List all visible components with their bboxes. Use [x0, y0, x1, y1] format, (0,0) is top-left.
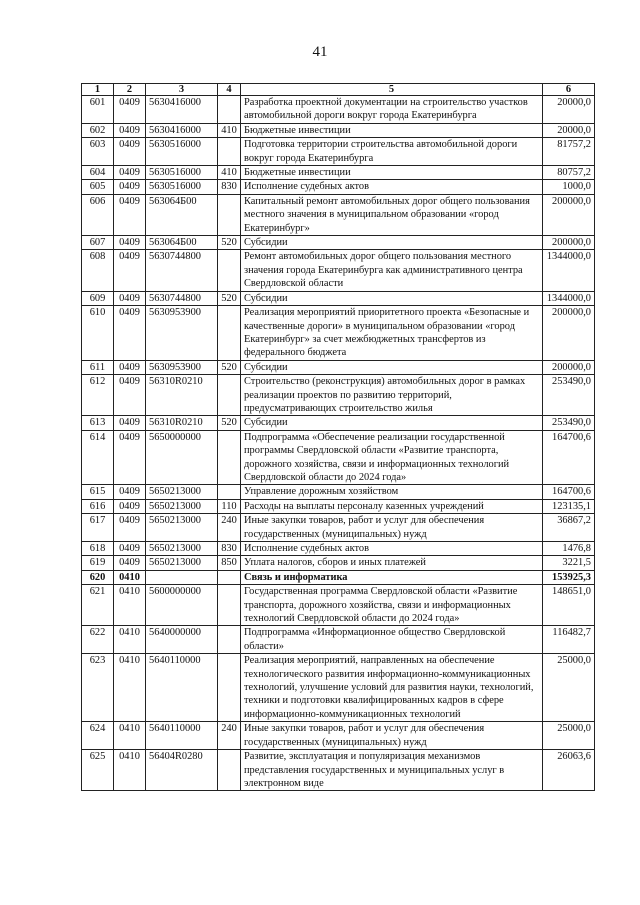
table-row — [82, 750, 595, 791]
row-number: 616 — [82, 499, 114, 513]
amount: 25000,0 — [543, 722, 595, 750]
section-code: 0409 — [114, 194, 146, 235]
amount: 148651,0 — [543, 585, 595, 626]
table-header-row — [82, 84, 595, 96]
row-number: 610 — [82, 306, 114, 361]
section-code: 0409 — [114, 556, 146, 570]
table-row — [82, 96, 595, 124]
amount: 200000,0 — [543, 306, 595, 361]
section-code: 0409 — [114, 291, 146, 305]
target-article-code: 5640110000 — [146, 722, 218, 750]
row-number: 621 — [82, 585, 114, 626]
table-row — [82, 291, 595, 305]
amount: 200000,0 — [543, 236, 595, 250]
section-code: 0409 — [114, 542, 146, 556]
section-code: 0409 — [114, 123, 146, 137]
target-article-code: 5630516000 — [146, 138, 218, 166]
expense-type-code: 830 — [218, 542, 241, 556]
table-row — [82, 138, 595, 166]
item-name: Капитальный ремонт автомобильных дорог общего пользования местного значения в муниципальном образовании «город Екатеринбург» — [241, 194, 543, 235]
item-name: Связь и информатика — [241, 570, 543, 584]
item-name: Строительство (реконструкция) автомобильных дорог в рамках реализации проектов по развитию территорий, предусматривающих строительство жилья — [241, 375, 543, 416]
row-number: 607 — [82, 236, 114, 250]
amount: 200000,0 — [543, 360, 595, 374]
expense-type-code: 520 — [218, 416, 241, 430]
budget-table — [81, 83, 595, 791]
expense-type-code: 240 — [218, 514, 241, 542]
table-row — [82, 360, 595, 374]
expense-type-code: 520 — [218, 236, 241, 250]
section-code: 0410 — [114, 626, 146, 654]
target-article-code: 5650213000 — [146, 485, 218, 499]
row-number: 601 — [82, 96, 114, 124]
item-name: Подпрограмма «Обеспечение реализации государственной программы Свердловской области «Развитие транспорта, дорожного хозяйства, связи и информационных технологий Свердловской области до 2024 года» — [241, 430, 543, 485]
row-number: 602 — [82, 123, 114, 137]
item-name: Реализация мероприятий, направленных на обеспечение технологического развития информационно-коммуникационных технологий, улучшение условий для развития науки, технологий, техники и подготовки квалифицированных кадров в сфере информационно-коммуникационных технологий — [241, 654, 543, 722]
table-row — [82, 430, 595, 485]
item-name: Развитие, эксплуатация и популяризация механизмов представления государственных и муниципальных услуг в электронном виде — [241, 750, 543, 791]
row-number: 625 — [82, 750, 114, 791]
expense-type-code: 520 — [218, 291, 241, 305]
table-row — [82, 123, 595, 137]
target-article-code: 5630516000 — [146, 166, 218, 180]
expense-type-code — [218, 430, 241, 485]
section-code: 0409 — [114, 485, 146, 499]
table-row — [82, 250, 595, 291]
target-article-code: 5650213000 — [146, 514, 218, 542]
section-code: 0409 — [114, 180, 146, 194]
row-number: 609 — [82, 291, 114, 305]
header-cell: 1 — [82, 84, 114, 96]
section-code: 0409 — [114, 499, 146, 513]
expense-type-code — [218, 570, 241, 584]
amount: 1476,8 — [543, 542, 595, 556]
target-article-code: 5650213000 — [146, 556, 218, 570]
table-row — [82, 485, 595, 499]
section-code: 0410 — [114, 654, 146, 722]
expense-type-code — [218, 750, 241, 791]
section-code: 0409 — [114, 236, 146, 250]
table-row — [82, 375, 595, 416]
amount: 25000,0 — [543, 654, 595, 722]
target-article-code: 5600000000 — [146, 585, 218, 626]
table-row — [82, 499, 595, 513]
target-article-code: 5630953900 — [146, 306, 218, 361]
target-article-code: 5630416000 — [146, 96, 218, 124]
header-cell: 2 — [114, 84, 146, 96]
amount: 20000,0 — [543, 123, 595, 137]
row-number: 614 — [82, 430, 114, 485]
row-number: 611 — [82, 360, 114, 374]
table-row — [82, 585, 595, 626]
target-article-code: 5650213000 — [146, 499, 218, 513]
item-name: Исполнение судебных актов — [241, 180, 543, 194]
expense-type-code — [218, 138, 241, 166]
target-article-code: 5640110000 — [146, 654, 218, 722]
item-name: Бюджетные инвестиции — [241, 166, 543, 180]
amount: 1344000,0 — [543, 291, 595, 305]
item-name: Подпрограмма «Информационное общество Свердловской области» — [241, 626, 543, 654]
target-article-code: 5640000000 — [146, 626, 218, 654]
expense-type-code: 830 — [218, 180, 241, 194]
section-code: 0409 — [114, 416, 146, 430]
row-number: 617 — [82, 514, 114, 542]
row-number: 618 — [82, 542, 114, 556]
expense-type-code — [218, 306, 241, 361]
row-number: 619 — [82, 556, 114, 570]
amount: 80757,2 — [543, 166, 595, 180]
section-code: 0410 — [114, 750, 146, 791]
amount: 253490,0 — [543, 416, 595, 430]
expense-type-code: 410 — [218, 166, 241, 180]
table-row — [82, 626, 595, 654]
item-name: Иные закупки товаров, работ и услуг для обеспечения государственных (муниципальных) нужд — [241, 722, 543, 750]
expense-type-code: 850 — [218, 556, 241, 570]
target-article-code: 563064Б00 — [146, 236, 218, 250]
section-code: 0409 — [114, 96, 146, 124]
item-name: Реализация мероприятий приоритетного проекта «Безопасные и качественные дороги» в муниципальном образовании «город Екатеринбург» за счет межбюджетных трансфертов из федерального бюджета — [241, 306, 543, 361]
item-name: Уплата налогов, сборов и иных платежей — [241, 556, 543, 570]
header-cell: 4 — [218, 84, 241, 96]
row-number: 612 — [82, 375, 114, 416]
amount: 1344000,0 — [543, 250, 595, 291]
item-name: Государственная программа Свердловской области «Развитие транспорта, дорожного хозяйства, связи и информационных технологий Свердловской области до 2024 года» — [241, 585, 543, 626]
target-article-code: 563064Б00 — [146, 194, 218, 235]
table-row — [82, 654, 595, 722]
target-article-code: 5650000000 — [146, 430, 218, 485]
table-row — [82, 514, 595, 542]
target-article-code: 5630744800 — [146, 291, 218, 305]
table-row — [82, 722, 595, 750]
expense-type-code: 410 — [218, 123, 241, 137]
amount: 1000,0 — [543, 180, 595, 194]
item-name: Субсидии — [241, 236, 543, 250]
section-code: 0409 — [114, 430, 146, 485]
table-row — [82, 194, 595, 235]
table-row — [82, 236, 595, 250]
expense-type-code — [218, 194, 241, 235]
target-article-code: 5650213000 — [146, 542, 218, 556]
section-code: 0409 — [114, 166, 146, 180]
page-number: 41 — [312, 44, 328, 60]
amount: 253490,0 — [543, 375, 595, 416]
section-code: 0410 — [114, 570, 146, 584]
amount: 123135,1 — [543, 499, 595, 513]
row-number: 622 — [82, 626, 114, 654]
table-row — [82, 306, 595, 361]
row-number: 613 — [82, 416, 114, 430]
section-code: 0410 — [114, 585, 146, 626]
amount: 164700,6 — [543, 485, 595, 499]
amount: 81757,2 — [543, 138, 595, 166]
expense-type-code: 110 — [218, 499, 241, 513]
row-number: 603 — [82, 138, 114, 166]
item-name: Субсидии — [241, 416, 543, 430]
section-code: 0409 — [114, 250, 146, 291]
section-code: 0409 — [114, 375, 146, 416]
item-name: Бюджетные инвестиции — [241, 123, 543, 137]
item-name: Иные закупки товаров, работ и услуг для обеспечения государственных (муниципальных) нужд — [241, 514, 543, 542]
row-number: 623 — [82, 654, 114, 722]
expense-type-code: 240 — [218, 722, 241, 750]
amount: 116482,7 — [543, 626, 595, 654]
expense-type-code — [218, 485, 241, 499]
row-number: 604 — [82, 166, 114, 180]
section-code: 0409 — [114, 306, 146, 361]
amount: 153925,3 — [543, 570, 595, 584]
target-article-code: 5630953900 — [146, 360, 218, 374]
amount: 3221,5 — [543, 556, 595, 570]
amount: 200000,0 — [543, 194, 595, 235]
row-number: 606 — [82, 194, 114, 235]
section-code: 0409 — [114, 360, 146, 374]
expense-type-code — [218, 654, 241, 722]
table-row — [82, 542, 595, 556]
amount: 164700,6 — [543, 430, 595, 485]
row-number: 624 — [82, 722, 114, 750]
item-name: Ремонт автомобильных дорог общего пользования местного значения города Екатеринбурга как административного центра Свердловской области — [241, 250, 543, 291]
item-name: Субсидии — [241, 291, 543, 305]
item-name: Исполнение судебных актов — [241, 542, 543, 556]
expense-type-code — [218, 250, 241, 291]
header-cell: 6 — [543, 84, 595, 96]
target-article-code: 56310R0210 — [146, 416, 218, 430]
section-code: 0409 — [114, 514, 146, 542]
row-number: 620 — [82, 570, 114, 584]
expense-type-code — [218, 375, 241, 416]
expense-type-code — [218, 96, 241, 124]
row-number: 608 — [82, 250, 114, 291]
item-name: Субсидии — [241, 360, 543, 374]
target-article-code — [146, 570, 218, 584]
section-code: 0409 — [114, 138, 146, 166]
table-row — [82, 416, 595, 430]
table-row — [82, 166, 595, 180]
amount: 26063,6 — [543, 750, 595, 791]
target-article-code: 56310R0210 — [146, 375, 218, 416]
item-name: Управление дорожным хозяйством — [241, 485, 543, 499]
target-article-code: 5630744800 — [146, 250, 218, 291]
row-number: 605 — [82, 180, 114, 194]
expense-type-code — [218, 585, 241, 626]
item-name: Подготовка территории строительства автомобильной дороги вокруг города Екатеринбурга — [241, 138, 543, 166]
table-row — [82, 570, 595, 584]
target-article-code: 5630516000 — [146, 180, 218, 194]
table-row — [82, 180, 595, 194]
header-cell: 3 — [146, 84, 218, 96]
item-name: Разработка проектной документации на строительство участков автомобильной дороги вокруг города Екатеринбурга — [241, 96, 543, 124]
table-row — [82, 556, 595, 570]
item-name: Расходы на выплаты персоналу казенных учреждений — [241, 499, 543, 513]
row-number: 615 — [82, 485, 114, 499]
section-code: 0410 — [114, 722, 146, 750]
expense-type-code: 520 — [218, 360, 241, 374]
expense-type-code — [218, 626, 241, 654]
target-article-code: 5630416000 — [146, 123, 218, 137]
amount: 36867,2 — [543, 514, 595, 542]
amount: 20000,0 — [543, 96, 595, 124]
header-cell: 5 — [241, 84, 543, 96]
target-article-code: 56404R0280 — [146, 750, 218, 791]
